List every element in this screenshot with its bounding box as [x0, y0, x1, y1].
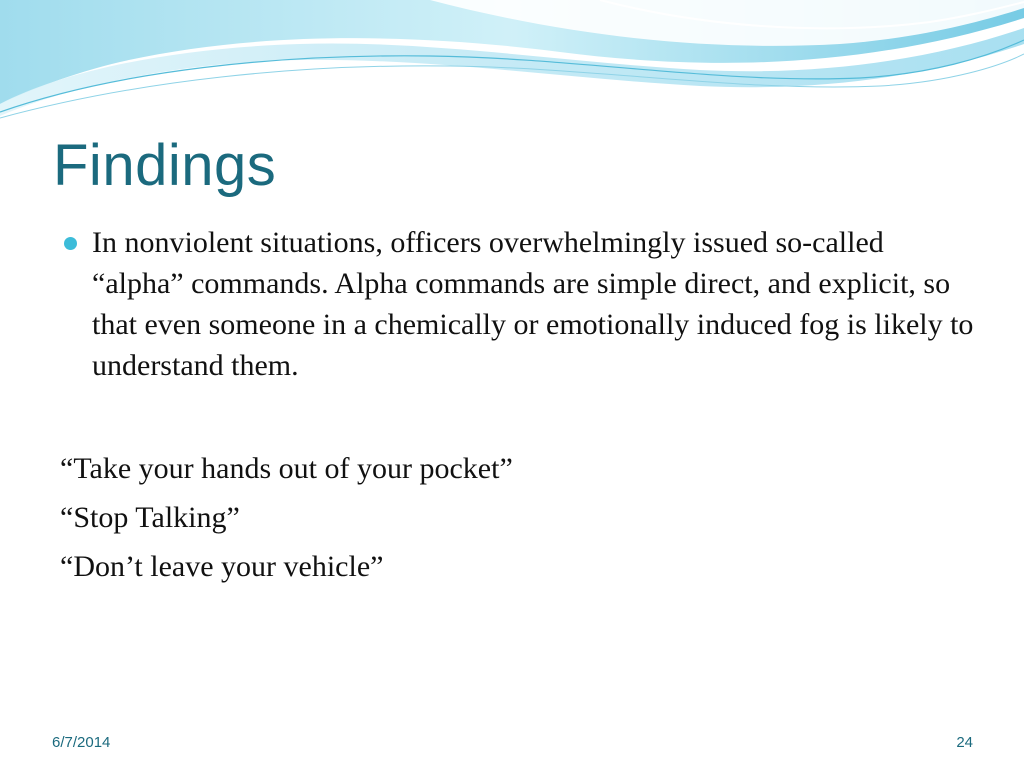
- bullet-dot-icon: [64, 237, 77, 250]
- page-number: 24: [956, 734, 973, 751]
- command-line: “Stop Talking”: [60, 501, 240, 534]
- command-line: “Take your hands out of your pocket”: [60, 452, 513, 485]
- bullet-item: [60, 222, 980, 386]
- header-wave-decoration: [0, 0, 1024, 130]
- bullet-list: [60, 222, 980, 386]
- bullet-text: In nonviolent situations, officers overwhelmingly issued so-called “alpha” commands. Alpha commands are simple direct, and explicit, so that even someone in a chemically or emotionally induced fog is likely to understand them.: [92, 226, 974, 382]
- slide-title: Findings: [53, 133, 277, 198]
- command-line: “Don’t leave your vehicle”: [60, 550, 384, 583]
- command-examples: [60, 444, 513, 591]
- footer-date: 6/7/2014: [52, 734, 111, 751]
